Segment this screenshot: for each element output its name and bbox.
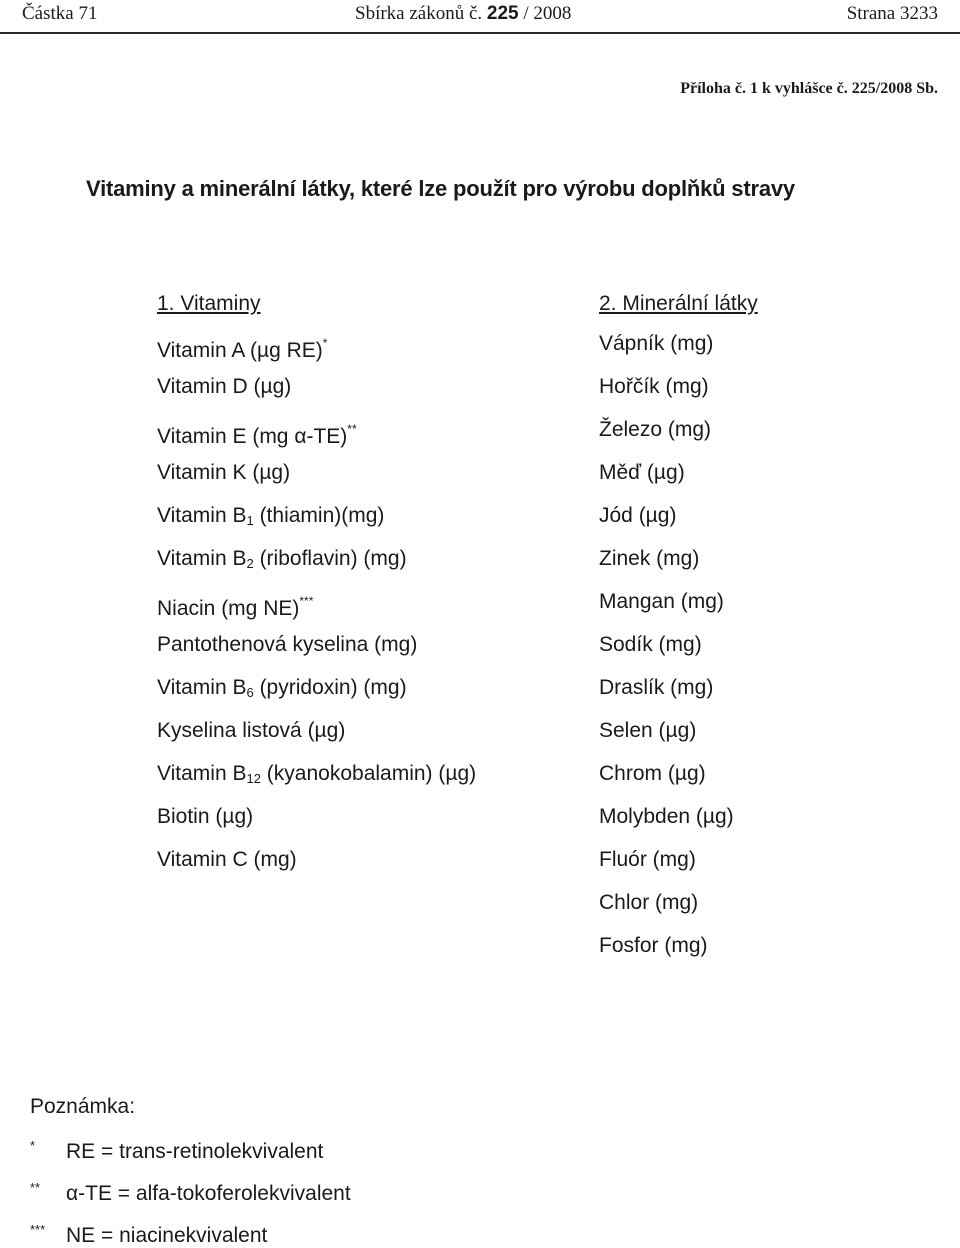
- note-mark: ***: [30, 1222, 46, 1237]
- header-rule: [0, 32, 960, 34]
- vitamin-item: [157, 494, 476, 537]
- vitamins-column: [157, 286, 476, 881]
- mineral-item: Chlor (mg): [599, 891, 699, 914]
- vitamin-item: [157, 408, 476, 451]
- header-collection: [355, 3, 571, 25]
- vitamin-item: [157, 709, 476, 752]
- mineral-item: Železo (mg): [599, 418, 712, 441]
- annex-reference: Příloha č. 1 k vyhlášce č. 225/2008 Sb.: [680, 80, 938, 97]
- note-item: [30, 1138, 323, 1164]
- note-text: RE = trans-retinolekvivalent: [66, 1140, 324, 1163]
- vitamin-item-post: (pyridoxin) (mg): [253, 676, 407, 699]
- vitamin-item-sup: *: [322, 336, 328, 350]
- vitamin-item-sub: 1: [246, 513, 254, 528]
- vitamin-item: [157, 451, 476, 494]
- mineral-item: Fluór (mg): [599, 848, 696, 871]
- vitamin-item-pre: Vitamin C (mg): [157, 848, 297, 871]
- notes-title: Poznámka:: [30, 1095, 136, 1118]
- minerals-heading: 2. Minerální látky: [599, 292, 758, 315]
- vitamin-item-pre: Niacin (mg NE): [157, 597, 300, 620]
- minerals-list: [599, 322, 758, 967]
- vitamin-item-pre: Vitamin B: [157, 676, 247, 699]
- vitamin-item-sup: **: [347, 422, 357, 436]
- vitamin-item-sub: 2: [246, 556, 254, 571]
- header-part: Částka 71: [22, 3, 98, 24]
- vitamin-item: [157, 666, 476, 709]
- note-text: α-TE = alfa-tokoferolekvivalent: [66, 1182, 351, 1205]
- vitamin-item-pre: Vitamin K (µg): [157, 461, 291, 484]
- vitamin-item: [157, 623, 476, 666]
- mineral-item: Zinek (mg): [599, 547, 700, 570]
- vitamin-item-pre: Vitamin B: [157, 762, 247, 785]
- vitamin-item-pre: Pantothenová kyselina (mg): [157, 633, 418, 656]
- vitamin-item: [157, 365, 476, 408]
- vitamin-item-pre: Vitamin E (mg α-TE): [157, 425, 348, 448]
- note-item: [30, 1222, 267, 1248]
- vitamin-item: [157, 537, 476, 580]
- header-collection-year: / 2008: [523, 3, 572, 24]
- vitamin-item-sub: 12: [246, 771, 261, 786]
- vitamin-item: [157, 580, 476, 623]
- vitamin-item-pre: Vitamin A (µg RE): [157, 339, 323, 362]
- vitamin-item-pre: Vitamin B: [157, 547, 247, 570]
- vitamin-item: [157, 795, 476, 838]
- mineral-item: Mangan (mg): [599, 590, 724, 613]
- page-title: Vitaminy a minerální látky, které lze použít pro výrobu doplňků stravy: [86, 176, 795, 201]
- minerals-column: [599, 286, 758, 967]
- vitamin-item-post: (riboflavin) (mg): [253, 547, 407, 570]
- mineral-item: Fosfor (mg): [599, 934, 708, 957]
- mineral-item: Molybden (µg): [599, 805, 734, 828]
- vitamin-item-pre: Kyselina listová (µg): [157, 719, 346, 742]
- header-collection-number: 225: [486, 3, 519, 24]
- mineral-item: Vápník (mg): [599, 332, 714, 355]
- mineral-item: Chrom (µg): [599, 762, 706, 785]
- vitamin-item-post: (kyanokobalamin) (µg): [260, 762, 477, 785]
- vitamin-item-pre: Biotin (µg): [157, 805, 254, 828]
- mineral-item: Měď (µg): [599, 461, 685, 484]
- header-collection-prefix: Sbírka zákonů č.: [355, 3, 483, 24]
- mineral-item: Selen (µg): [599, 719, 697, 742]
- vitamin-item-pre: Vitamin B: [157, 504, 247, 527]
- mineral-item: Jód (µg): [599, 504, 677, 527]
- note-mark: **: [30, 1180, 41, 1195]
- vitamins-list: [157, 322, 476, 881]
- header-page: Strana 3233: [846, 3, 938, 24]
- vitamins-heading: 1. Vitaminy: [157, 292, 261, 315]
- vitamin-item-pre: Vitamin D (µg): [157, 375, 292, 398]
- mineral-item: Sodík (mg): [599, 633, 702, 656]
- mineral-item: Draslík (mg): [599, 676, 714, 699]
- note-mark: *: [30, 1138, 36, 1153]
- note-item: [30, 1180, 351, 1206]
- vitamin-item-sup: ***: [299, 594, 314, 608]
- vitamin-item-post: (thiamin)(mg): [253, 504, 385, 527]
- vitamin-item-sub: 6: [246, 685, 254, 700]
- vitamin-item: [157, 322, 476, 365]
- note-text: NE = niacinekvivalent: [66, 1224, 268, 1247]
- vitamin-item: [157, 838, 476, 881]
- mineral-item: Hořčík (mg): [599, 375, 709, 398]
- vitamin-item: [157, 752, 476, 795]
